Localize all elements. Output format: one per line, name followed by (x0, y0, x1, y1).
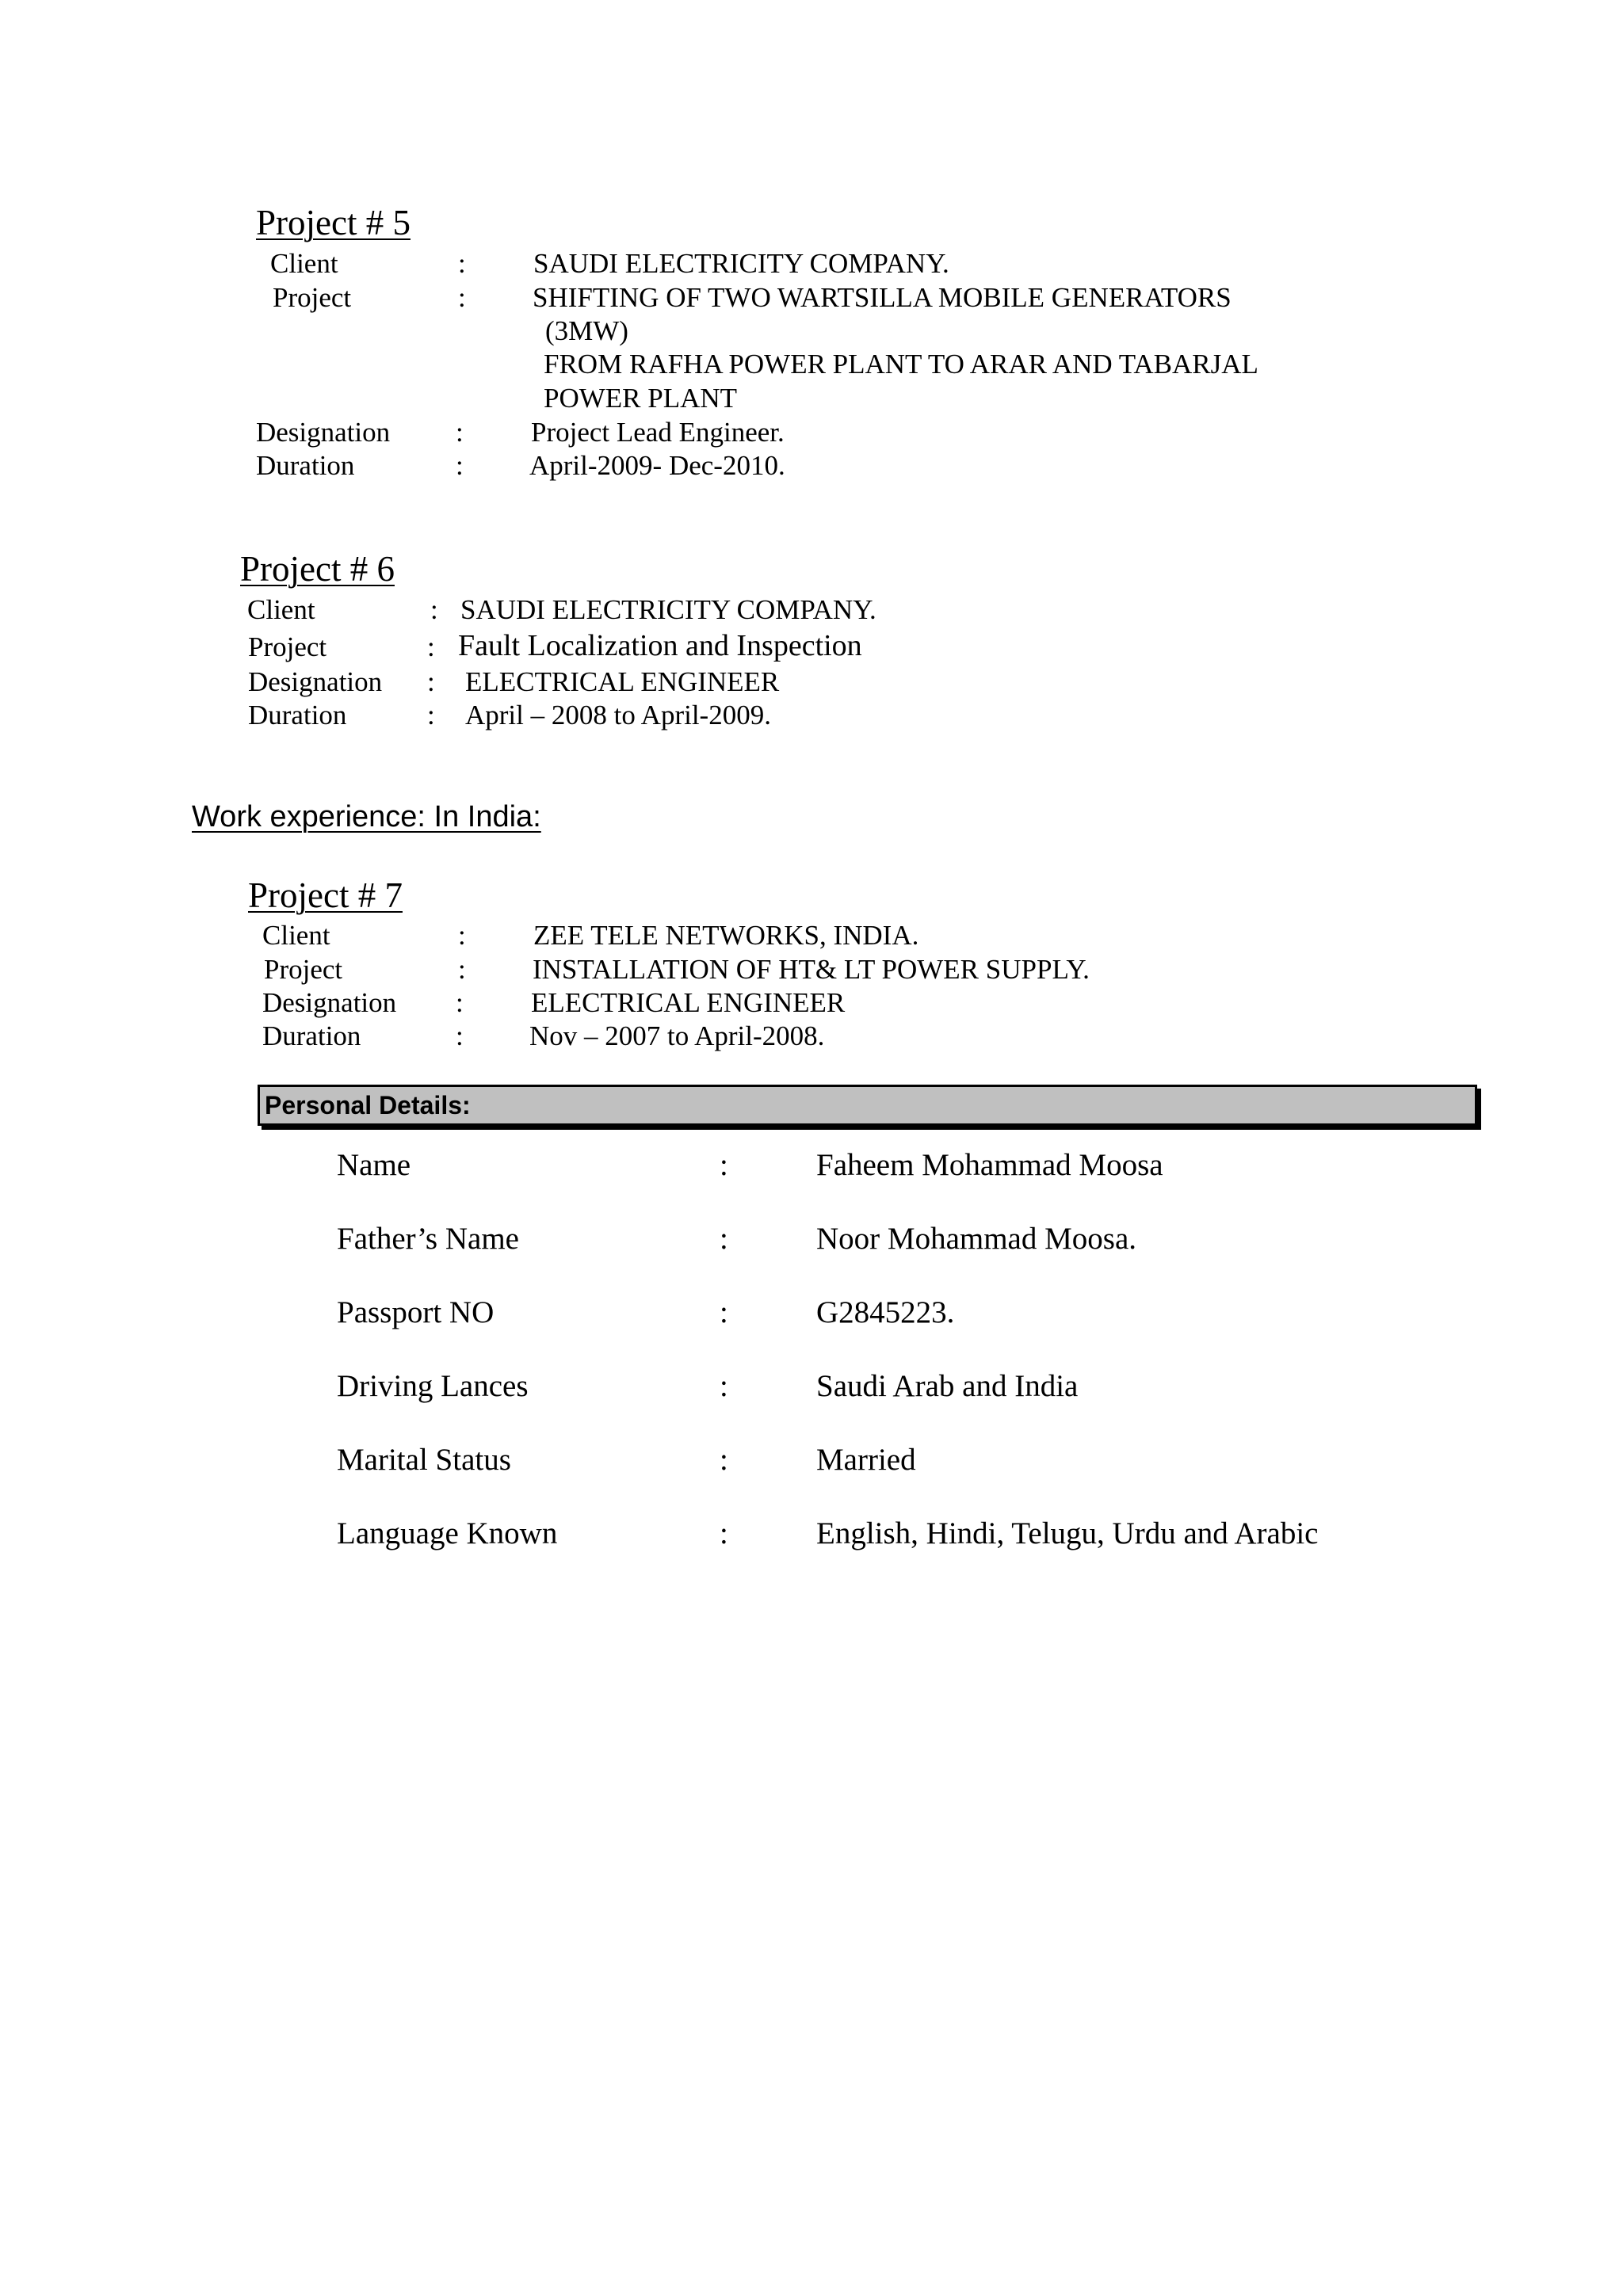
project-5-client-label: Client (270, 248, 338, 279)
personal-fathers-name-label: Father’s Name (337, 1222, 519, 1256)
project-6-designation-value: ELECTRICAL ENGINEER (465, 666, 780, 697)
project-7-client-value: ZEE TELE NETWORKS, INDIA. (533, 920, 919, 951)
project-7-designation-separator: : (456, 987, 464, 1018)
project-6-project-label: Project (248, 631, 327, 662)
personal-fathers-name-separator: : (720, 1222, 728, 1256)
project-7-designation-value: ELECTRICAL ENGINEER (531, 987, 846, 1018)
personal-name-separator: : (720, 1148, 728, 1182)
personal-passport-label: Passport NO (337, 1295, 495, 1329)
project-7-duration-label: Duration (262, 1020, 361, 1051)
project-5-project-separator: : (458, 282, 466, 313)
personal-marital-separator: : (720, 1443, 728, 1477)
project-5-duration-separator: : (456, 450, 464, 481)
project-5-designation-label: Designation (256, 417, 391, 448)
personal-language-value: English, Hindi, Telugu, Urdu and Arabic (816, 1516, 1319, 1550)
personal-marital-value: Married (816, 1443, 916, 1477)
personal-language-separator: : (720, 1516, 728, 1550)
personal-fathers-name-value: Noor Mohammad Moosa. (816, 1222, 1137, 1256)
project-7-project-value: INSTALLATION OF HT& LT POWER SUPPLY. (533, 954, 1090, 985)
personal-passport-separator: : (720, 1295, 728, 1329)
personal-name-value: Faheem Mohammad Moosa (816, 1148, 1163, 1182)
project-5-project-value-cont-1: (3MW) (545, 315, 628, 346)
project-6-project-separator: : (427, 631, 435, 662)
project-5-project-label: Project (273, 282, 352, 313)
project-6-designation-label: Designation (248, 666, 383, 697)
project-6-duration-separator: : (427, 700, 435, 730)
personal-driving-label: Driving Lances (337, 1369, 529, 1403)
personal-language-label: Language Known (337, 1516, 558, 1550)
project-5-project-value-cont-3: POWER PLANT (544, 383, 738, 414)
personal-name-label: Name (337, 1148, 411, 1182)
project-5-project-value-cont-2: FROM RAFHA POWER PLANT TO ARAR AND TABARJAL (544, 349, 1258, 379)
personal-details-heading: Personal Details: (265, 1091, 471, 1119)
work-experience-india-heading: Work experience: In India: (192, 800, 541, 833)
project-6-client-label: Client (247, 594, 315, 625)
personal-driving-value: Saudi Arab and India (816, 1369, 1079, 1403)
project-6-duration-label: Duration (248, 700, 347, 730)
project-5-client-value: SAUDI ELECTRICITY COMPANY. (533, 248, 949, 279)
project-7-duration-value: Nov – 2007 to April-2008. (529, 1020, 825, 1051)
project-6-client-separator: : (430, 594, 438, 625)
project-7-client-separator: : (458, 920, 466, 951)
personal-marital-label: Marital Status (337, 1443, 511, 1477)
project-5-duration-label: Duration (256, 450, 355, 481)
project-6-duration-value: April – 2008 to April-2009. (465, 700, 771, 730)
project-7-project-separator: : (458, 954, 466, 985)
project-6-client-value: SAUDI ELECTRICITY COMPANY. (460, 594, 876, 625)
project-7-designation-label: Designation (262, 987, 397, 1018)
personal-driving-separator: : (720, 1369, 728, 1403)
project-5-duration-value: April-2009- Dec-2010. (529, 450, 785, 481)
project-6-heading: Project # 6 (240, 549, 395, 589)
project-5-designation-value: Project Lead Engineer. (531, 417, 785, 448)
project-5-heading: Project # 5 (256, 203, 411, 242)
project-6-designation-separator: : (427, 666, 435, 697)
project-5-project-value: SHIFTING OF TWO WARTSILLA MOBILE GENERATORS (533, 282, 1232, 313)
project-7-client-label: Client (262, 920, 330, 951)
project-7-project-label: Project (264, 954, 343, 985)
project-7-duration-separator: : (456, 1020, 464, 1051)
project-6-project-value: Fault Localization and Inspection (458, 629, 862, 662)
project-5-designation-separator: : (456, 417, 464, 448)
project-5-client-separator: : (458, 248, 466, 279)
project-7-heading: Project # 7 (248, 875, 403, 915)
personal-details-bar (258, 1085, 1477, 1126)
personal-passport-value: G2845223. (816, 1295, 955, 1329)
